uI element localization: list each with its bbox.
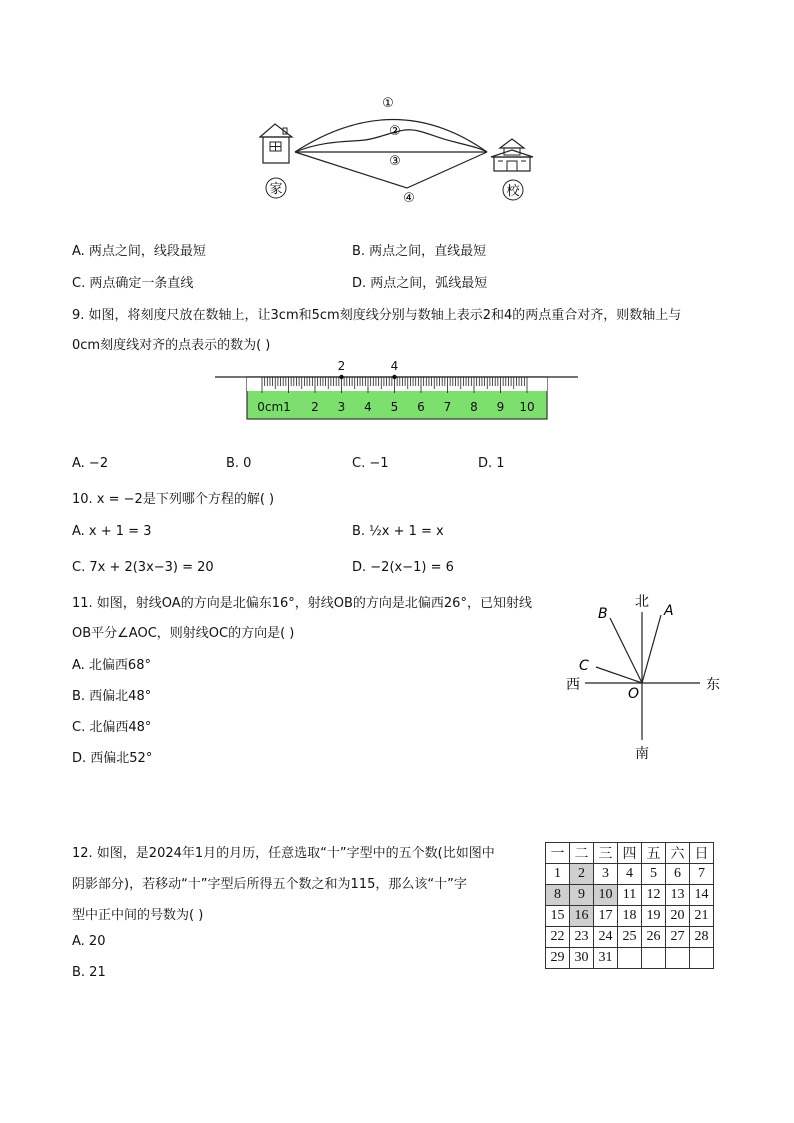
path-2-label: ②	[389, 124, 401, 139]
compass-figure	[560, 590, 730, 765]
calendar-cell: 25	[618, 927, 642, 948]
west-label: 西	[566, 677, 580, 693]
east-label: 东	[706, 677, 720, 693]
point-c-label: C	[579, 658, 589, 674]
house-icon	[260, 124, 292, 163]
calendar-cell: 23	[570, 927, 594, 948]
calendar-cell: 1	[546, 864, 570, 885]
q9-option-a[interactable]: A. −2	[72, 456, 109, 471]
calendar-cell	[642, 948, 666, 969]
calendar-cell: 18	[618, 906, 642, 927]
ruler-label: 2	[311, 400, 319, 414]
axis-point	[339, 375, 343, 379]
calendar-cell	[690, 948, 714, 969]
q11-option-b[interactable]: B. 西偏北48°	[72, 689, 152, 704]
calendar-header-cell: 一	[546, 843, 570, 864]
calendar-cell: 20	[666, 906, 690, 927]
axis-point	[392, 375, 396, 379]
calendar-header-cell: 四	[618, 843, 642, 864]
calendar-cell: 21	[690, 906, 714, 927]
q9-stem-line1: 9. 如图，将刻度尺放在数轴上，让3cm和5cm刻度线分别与数轴上表示2和4的两点重合对齐，则数轴上与	[72, 308, 682, 323]
q9-stem-line2: 0cm刻度线对齐的点表示的数为( )	[72, 338, 271, 353]
calendar-cell: 9	[570, 885, 594, 906]
q9-option-c[interactable]: C. −1	[352, 456, 389, 471]
q10-option-a[interactable]: A. x + 1 = 3	[72, 524, 152, 539]
q12-option-a[interactable]: A. 20	[72, 934, 106, 949]
ruler-label: 10	[519, 400, 535, 414]
ruler-label: 5	[390, 400, 399, 414]
calendar-cell: 4	[618, 864, 642, 885]
calendar-cell: 12	[642, 885, 666, 906]
point-a-label: A	[664, 603, 674, 619]
calendar-cell: 17	[594, 906, 618, 927]
calendar-cell: 30	[570, 948, 594, 969]
north-label: 北	[635, 594, 649, 610]
calendar-cell: 31	[594, 948, 618, 969]
calendar-row	[546, 948, 714, 969]
calendar-cell: 3	[594, 864, 618, 885]
calendar-cell: 5	[642, 864, 666, 885]
calendar-cell: 8	[546, 885, 570, 906]
school-label: 校	[506, 184, 520, 199]
calendar-row	[546, 885, 714, 906]
q12-stem-line2: 阴影部分)，若移动“十”字型后所得五个数之和为115，那么该“十”字	[72, 877, 467, 892]
calendar-cell: 14	[690, 885, 714, 906]
calendar-cell	[618, 948, 642, 969]
calendar-cell: 13	[666, 885, 690, 906]
calendar-cell: 7	[690, 864, 714, 885]
path-1-label: ①	[382, 96, 394, 111]
calendar-header-cell: 五	[642, 843, 666, 864]
calendar-table	[545, 842, 714, 969]
q8-option-b[interactable]: B. 两点之间，直线最短	[352, 244, 487, 259]
q11-stem-line1: 11. 如图，射线OA的方向是北偏东16°，射线OB的方向是北偏西26°，已知射线	[72, 596, 532, 611]
ruler-label: 6	[417, 400, 425, 414]
calendar-row	[546, 906, 714, 927]
q8-option-c[interactable]: C. 两点确定一条直线	[72, 276, 194, 291]
ruler-figure	[210, 356, 585, 426]
calendar-row	[546, 927, 714, 948]
calendar-cell: 6	[666, 864, 690, 885]
path-3-label: ③	[389, 154, 401, 169]
calendar-cell: 22	[546, 927, 570, 948]
path-4-label: ④	[403, 191, 415, 206]
calendar-header-cell: 三	[594, 843, 618, 864]
ruler-label: 9	[496, 400, 505, 414]
q8-option-a[interactable]: A. 两点之间，线段最短	[72, 244, 206, 259]
calendar-cell	[666, 948, 690, 969]
point-b-label: B	[598, 606, 608, 622]
q12-option-b[interactable]: B. 21	[72, 965, 106, 980]
q11-option-d[interactable]: D. 西偏北52°	[72, 751, 153, 766]
calendar-header-row	[546, 843, 714, 864]
calendar-header-cell: 日	[690, 843, 714, 864]
calendar-cell: 15	[546, 906, 570, 927]
q10-option-b[interactable]: B. ½x + 1 = x	[352, 524, 444, 539]
calendar-cell: 19	[642, 906, 666, 927]
q10-option-c[interactable]: C. 7x + 2(3x−3) = 20	[72, 560, 214, 575]
calendar-cell: 24	[594, 927, 618, 948]
calendar-cell: 10	[594, 885, 618, 906]
calendar-cell: 26	[642, 927, 666, 948]
calendar-cell: 29	[546, 948, 570, 969]
axis-point-label: 2	[337, 359, 346, 373]
ruler-label: 0cm1	[257, 400, 291, 414]
school-icon	[491, 139, 533, 171]
ray-oa	[642, 615, 661, 683]
calendar-cell: 27	[666, 927, 690, 948]
calendar-header-cell: 六	[666, 843, 690, 864]
calendar-cell: 2	[570, 864, 594, 885]
q9-option-b[interactable]: B. 0	[226, 456, 252, 471]
axis-point-label: 4	[390, 359, 399, 373]
calendar-header-cell: 二	[570, 843, 594, 864]
q9-option-d[interactable]: D. 1	[478, 456, 505, 471]
ruler-label: 7	[443, 400, 452, 414]
q10-stem: 10. x = −2是下列哪个方程的解( )	[72, 492, 275, 507]
q11-option-c[interactable]: C. 北偏西48°	[72, 720, 152, 735]
q12-stem-line1: 12. 如图，是2024年1月的月历，任意选取“十”字型中的五个数(比如图中	[72, 846, 495, 861]
q11-stem-line2: OB平分∠AOC，则射线OC的方向是( )	[72, 626, 295, 641]
ruler-label: 3	[337, 400, 346, 414]
q8-option-d[interactable]: D. 两点之间，弧线最短	[352, 276, 488, 291]
point-o-label: O	[628, 686, 640, 702]
q10-option-d[interactable]: D. −2(x−1) = 6	[352, 560, 454, 575]
calendar-row	[546, 864, 714, 885]
q12-stem-line3: 型中正中间的号数为( )	[72, 908, 204, 923]
calendar-cell: 16	[570, 906, 594, 927]
paths-figure	[255, 92, 540, 210]
south-label: 南	[635, 746, 649, 762]
home-label: 家	[269, 182, 283, 197]
calendar-cell: 28	[690, 927, 714, 948]
ruler-label: 8	[470, 400, 478, 414]
calendar-cell: 11	[618, 885, 642, 906]
q11-option-a[interactable]: A. 北偏西68°	[72, 658, 151, 673]
ruler-label: 4	[364, 400, 372, 414]
